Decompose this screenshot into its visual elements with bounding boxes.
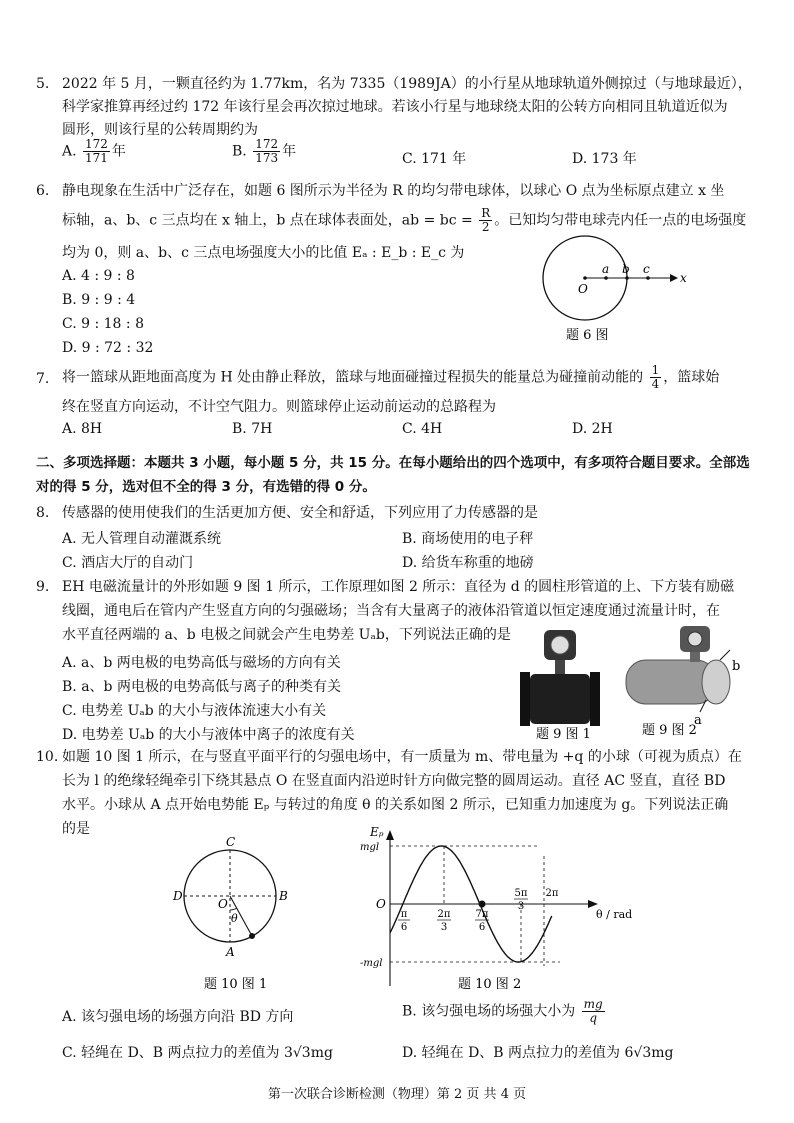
- q10-option-b-fraction: $\frac{mg}{q}$: [583, 997, 603, 1026]
- q6-label-b: b: [622, 262, 630, 276]
- q8-option-a[interactable]: A. 无人管理自动灌溉系统: [62, 531, 222, 547]
- q10-fig1-label-theta: θ: [231, 912, 238, 925]
- q10-option-d[interactable]: D. 轻绳在 D、B 两点拉力的差值为 6√3mg: [402, 1045, 674, 1061]
- q7-option-b[interactable]: B. 7H: [232, 421, 273, 437]
- q9-fig2-label-a: a: [694, 713, 702, 728]
- section2-heading: 二、多项选择题：本题共 3 小题，每小题 5 分，共 15 分。在每小题给出的四个选项中，有多项符合题目要求。全部选: [36, 455, 750, 471]
- q9-line1: EH 电磁流量计的外形如题 9 图 1 所示，工作原理如图 2 所示：直径为 d 的圆柱形管道的上、下方装有励磁: [62, 579, 735, 595]
- q10-line3: 水平。小球从 A 点开始电势能 Eₚ 与转过的角度 θ 的关系如图 2 所示，已知重力加速度为 g。下列说法正确: [62, 797, 729, 813]
- q5-option-a-fraction: $\frac{172}{171}$: [85, 137, 108, 166]
- q9-fig1-neck: [555, 660, 565, 674]
- q10-option-a[interactable]: A. 该匀强电场的场强方向沿 BD 方向: [62, 1009, 294, 1025]
- q10-fig2-tick2-den: 3: [440, 922, 448, 933]
- q9-fig1-pipe-body: [530, 674, 590, 724]
- q5-option-a[interactable]: A. $\frac{172}{171}$ 年: [62, 137, 126, 166]
- q10-fig2-xlabel: θ / rad: [596, 908, 633, 921]
- q10-figure2-caption: 题 10 图 2: [458, 977, 522, 992]
- q9-option-d[interactable]: D. 电势差 Uₐb 的大小与液体中离子的浓度有关: [62, 727, 355, 743]
- q6-figure-caption: 题 6 图: [566, 328, 609, 343]
- q10-fig1-label-c: C: [226, 836, 236, 849]
- q10-fig2-origin-label: O: [376, 897, 386, 911]
- q10-number: 10.: [36, 749, 59, 765]
- q10-fig1-label-a: A: [226, 945, 235, 959]
- q6-option-d[interactable]: D. 9 : 72 : 32: [62, 340, 154, 356]
- q9-figure1-caption: 题 9 图 1: [536, 727, 591, 740]
- q9-fig2-electrode-b-lead: [720, 650, 730, 660]
- q9-option-b[interactable]: B. a、b 两电极的电势高低与离子的种类有关: [62, 679, 341, 695]
- page-footer: 第一次联合诊断检测（物理）第 2 页 共 4 页: [267, 1087, 527, 1102]
- q6-label-o: O: [578, 282, 588, 296]
- q5-line3: 圆形，则该行星的公转周期约为: [62, 122, 258, 138]
- q10-fig2-x-arrow-icon: [588, 900, 598, 908]
- q6-origin-dot: [583, 276, 587, 280]
- q6-label-a: a: [602, 262, 610, 276]
- q10-fig1-label-o: O: [218, 897, 228, 911]
- q6-option-b[interactable]: B. 9 : 9 : 4: [62, 292, 136, 308]
- q10-line1: 如题 10 图 1 所示，在与竖直平面平行的匀强电场中，有一质量为 m、带电量为 +q 的小球（可视为质点）在: [62, 749, 742, 765]
- q7-option-a[interactable]: A. 8H: [62, 421, 103, 437]
- q5-line2: 科学家推算再经过约 172 年该行星会再次掠过地球。若该小行星与地球绕太阳的公转方向相同且轨道近似为: [62, 99, 728, 115]
- q6-line2: 标轴，a、b、c 三点均在 x 轴上，b 点在球体表面处，ab = bc = $\frac{R}{2}$ 。已知均匀带电球壳内任一点的电场强度: [62, 206, 747, 235]
- q6-number: 6.: [36, 183, 50, 199]
- q9-line2: 线圈，通电后在管内产生竖直方向的匀强磁场；当含有大量离子的液体沿管道以恒定速度通过流量计时，在: [62, 603, 720, 619]
- q10-figure1: [168, 836, 298, 996]
- q10-fig2-tick4-den: 3: [517, 901, 525, 912]
- q6-figure: [530, 232, 690, 347]
- q5-option-d[interactable]: D. 173 年: [572, 151, 637, 167]
- q10-line4: 的是: [62, 821, 90, 837]
- q7-option-c[interactable]: C. 4H: [402, 421, 443, 437]
- q10-fig1-label-d: D: [173, 889, 183, 903]
- q5-option-b-fraction: $\frac{172}{173}$: [255, 137, 279, 166]
- q9-fig2-display-icon: [688, 632, 702, 646]
- q10-fig1-ball: [249, 933, 255, 939]
- q6-point-b: [625, 276, 629, 280]
- q5-number: 5.: [36, 76, 50, 92]
- q5-line1: 2022 年 5 月，一颗直径约为 1.77km，名为 7335（1989JA）的小行星从地球轨道外侧掠过（与地球最近），: [62, 76, 752, 92]
- q10-fig2-tick3-num: 7π: [475, 909, 489, 920]
- q6-option-c[interactable]: C. 9 : 18 : 8: [62, 316, 144, 332]
- q9-fig2-label-b: b: [732, 659, 741, 674]
- q10-fig2-tick2-num: 2π: [437, 909, 451, 920]
- q10-option-b[interactable]: B. 该匀强电场的场强大小为 $\frac{mg}{q}$: [402, 997, 603, 1026]
- q10-line2: 长为 l 的绝缘轻绳牵引下绕其悬点 O 在竖直面内沿逆时针方向做完整的圆周运动。直径 AC 竖直，直径 BD: [62, 773, 726, 789]
- q6-point-c: [646, 276, 650, 280]
- q10-fig2-tick3-den: 6: [478, 922, 486, 933]
- q6-line1: 静电现象在生活中广泛存在，如题 6 图所示为半径为 R 的均匀带电球体，以球心 O 点为坐标原点建立 x 坐: [62, 183, 725, 199]
- q10-figure2: [360, 826, 650, 996]
- q10-fig2-tick1-den: 6: [400, 922, 408, 933]
- q10-fig2-tick4-num: 5π: [514, 888, 528, 899]
- q10-fig1-angle-arc: [230, 908, 237, 910]
- q10-fig2-y-arrow-icon: [386, 830, 394, 840]
- section2-instructions: 对的得 5 分，选对但不全的得 3 分，有选错的得 0 分。: [36, 479, 376, 495]
- q6-option-a[interactable]: A. 4 : 9 : 8: [62, 268, 135, 284]
- q9-figure1: [512, 624, 612, 740]
- q10-fig2-ymin-label: -mgl: [360, 958, 383, 969]
- q9-fig1-right-flange: [590, 672, 600, 726]
- q6-axis-arrow-icon: [670, 274, 678, 282]
- q10-fig2-crossing-dot: [479, 901, 486, 908]
- q8-number: 8.: [36, 505, 50, 521]
- q10-fig2-tick-labels: [398, 888, 559, 933]
- q5-option-c[interactable]: C. 171 年: [402, 151, 467, 167]
- q9-number: 9.: [36, 579, 50, 595]
- q7-line1: 将一篮球从距地面高度为 H 处由静止释放，篮球与地面碰撞过程损失的能量总为碰撞前动能的 $\frac{1}{4}$ ，篮球始: [62, 363, 720, 392]
- q10-fig2-tick1-num: π: [400, 909, 408, 920]
- q9-fig2-pipe-end: [702, 660, 730, 704]
- q6-point-a: [604, 276, 608, 280]
- q9-option-c[interactable]: C. 电势差 Uₐb 的大小与液体流速大小有关: [62, 703, 327, 719]
- q10-fig2-ymax-label: mgl: [360, 842, 380, 853]
- q10-fig2-ylabel: Eₚ: [370, 826, 384, 839]
- q7-number: 7.: [36, 371, 50, 387]
- q8-option-b[interactable]: B. 商场使用的电子秤: [402, 531, 534, 547]
- q9-fig1-left-flange: [520, 672, 530, 726]
- q7-option-d[interactable]: D. 2H: [572, 421, 613, 437]
- q9-line3: 水平直径两端的 a、b 电极之间就会产生电势差 Uₐb，下列说法正确的是: [62, 627, 511, 643]
- q9-fig1-display-icon: [551, 636, 569, 654]
- q7-line2: 终在竖直方向运动，不计空气阻力。则篮球停止运动前运动的总路程为: [62, 399, 496, 415]
- q7-fraction: $\frac{1}{4}$: [651, 363, 660, 392]
- q10-option-c[interactable]: C. 轻绳在 D、B 两点拉力的差值为 3√3mg: [62, 1045, 333, 1061]
- q9-option-a[interactable]: A. a、b 两电极的电势高低与磁场的方向有关: [62, 655, 341, 671]
- q6-label-x: x: [680, 271, 687, 285]
- q8-option-c[interactable]: C. 酒店大厅的自动门: [62, 555, 194, 571]
- q8-option-d[interactable]: D. 给货车称重的地磅: [402, 555, 534, 571]
- q9-figure2-caption: 题 9 图 2: [642, 723, 697, 738]
- q6-line3: 均为 0，则 a、b、c 三点电场强度大小的比值 Eₐ : E_b : E_c 为: [62, 245, 465, 261]
- q10-fig2-tick5: 2π: [545, 888, 559, 899]
- q8-line1: 传感器的使用使我们的生活更加方便、安全和舒适，下列应用了力传感器的是: [62, 505, 538, 521]
- q9-figure2: [620, 620, 760, 740]
- q9-fig2-neck: [690, 652, 700, 662]
- q5-option-b[interactable]: B. $\frac{172}{173}$ 年: [232, 137, 297, 166]
- q10-figure1-caption: 题 10 图 1: [204, 977, 268, 992]
- q10-fig1-label-b: B: [279, 889, 288, 903]
- q6-label-c: c: [643, 262, 650, 276]
- q6-fraction: $\frac{R}{2}$: [481, 206, 491, 235]
